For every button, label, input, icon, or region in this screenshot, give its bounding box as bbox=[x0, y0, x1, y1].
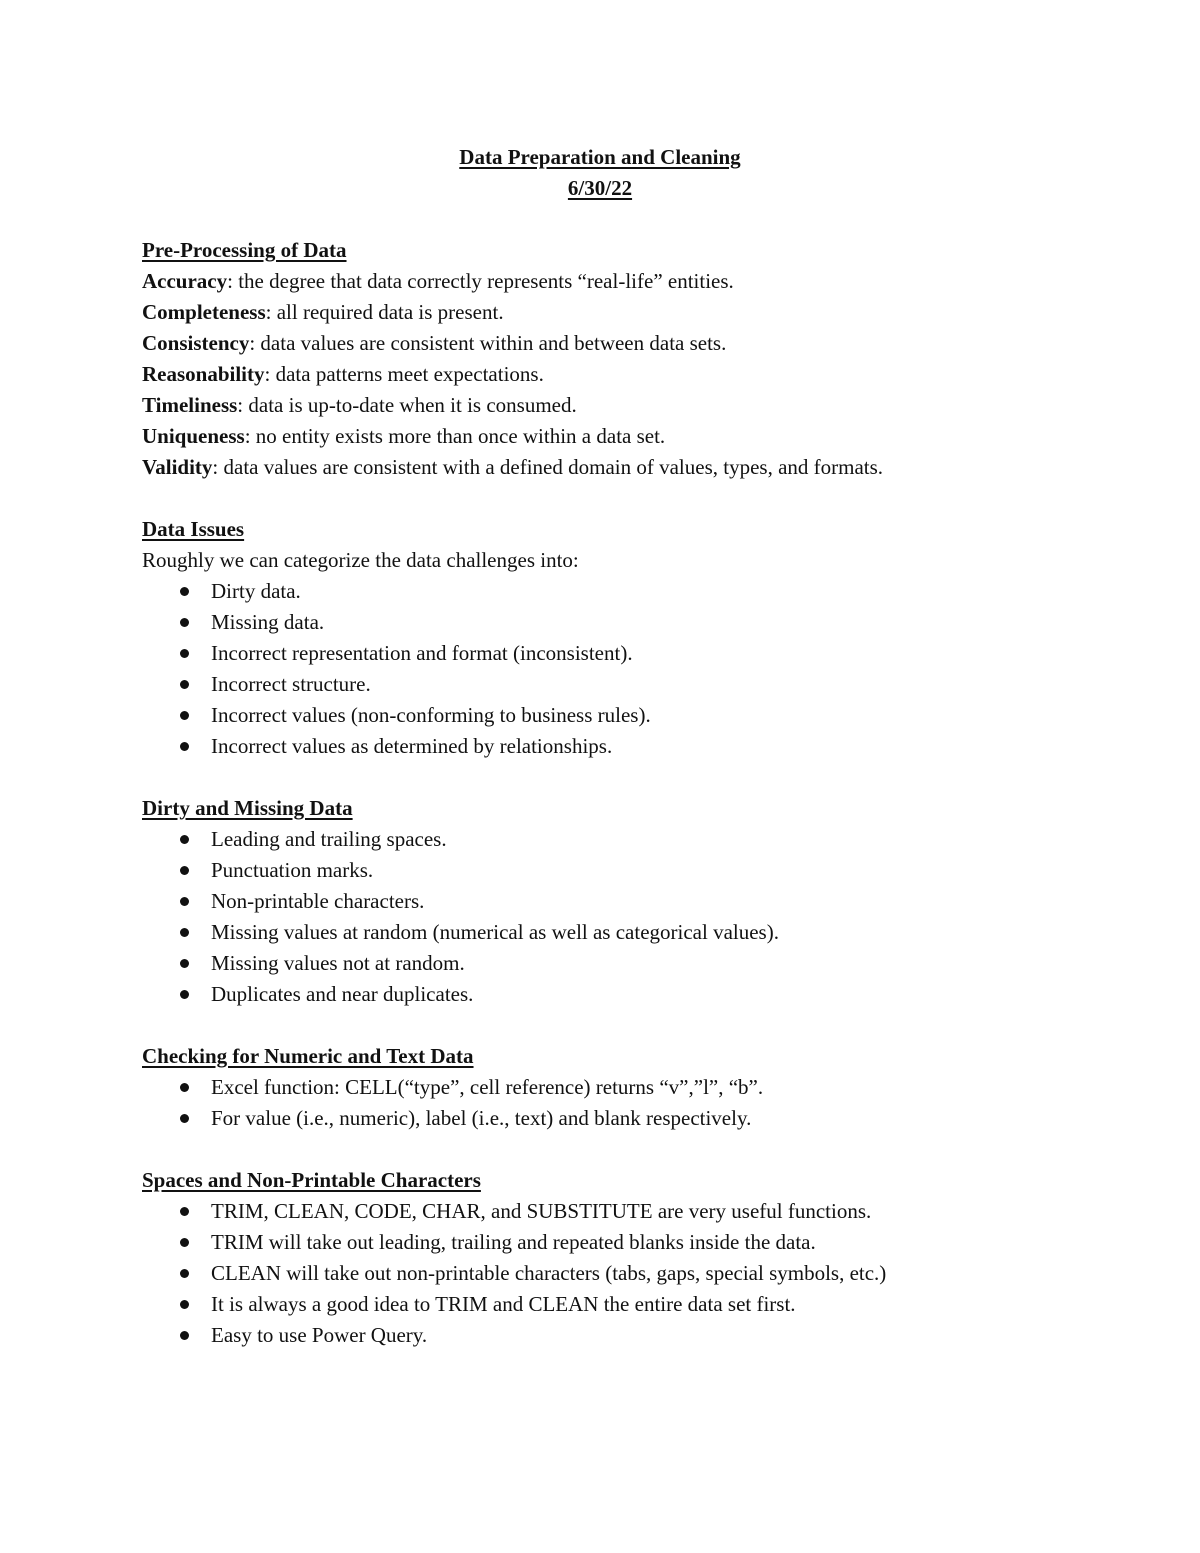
list-item-text: Punctuation marks. bbox=[211, 858, 374, 882]
list-item-text: CLEAN will take out non-printable characters (tabs, gaps, special symbols, etc.) bbox=[211, 1261, 887, 1285]
bullet-icon bbox=[180, 897, 189, 906]
document-title: Data Preparation and Cleaning bbox=[459, 145, 741, 169]
list-item bbox=[142, 948, 1142, 979]
bullet-icon bbox=[180, 680, 189, 689]
definition-term: Consistency bbox=[142, 331, 250, 355]
section-heading-preprocessing: Pre-Processing of Data bbox=[142, 238, 347, 262]
list-item bbox=[142, 669, 1142, 700]
list-item bbox=[142, 886, 1142, 917]
definition-term: Uniqueness bbox=[142, 424, 245, 448]
list-item bbox=[142, 1320, 1142, 1351]
definition-text: : no entity exists more than once within a data set. bbox=[244, 424, 666, 448]
title-block bbox=[0, 142, 1200, 204]
bullet-list-data-issues bbox=[142, 576, 1142, 762]
bullet-icon bbox=[180, 866, 189, 875]
list-item-text: Dirty data. bbox=[211, 579, 301, 603]
list-item-text: Incorrect values as determined by relationships. bbox=[211, 734, 613, 758]
bullet-list-checking bbox=[142, 1072, 1142, 1134]
list-item-text: For value (i.e., numeric), label (i.e., text) and blank respectively. bbox=[211, 1106, 752, 1130]
bullet-icon bbox=[180, 618, 189, 627]
list-item-text: It is always a good idea to TRIM and CLEAN the entire data set first. bbox=[211, 1292, 796, 1316]
bullet-icon bbox=[180, 1269, 189, 1278]
definition-text: : the degree that data correctly represents “real-life” entities. bbox=[227, 269, 734, 293]
section-heading-spaces: Spaces and Non-Printable Characters bbox=[142, 1168, 481, 1192]
list-item-text: Missing values at random (numerical as well as categorical values). bbox=[211, 920, 779, 944]
document-date: 6/30/22 bbox=[567, 176, 633, 200]
list-item-text: Excel function: CELL(“type”, cell reference) returns “v”,”l”, “b”. bbox=[211, 1075, 764, 1099]
section-heading-dirty-missing: Dirty and Missing Data bbox=[142, 796, 353, 820]
bullet-list-dirty-missing bbox=[142, 824, 1142, 1010]
definition-term: Accuracy bbox=[142, 269, 228, 293]
list-item bbox=[142, 824, 1142, 855]
section-heading-checking: Checking for Numeric and Text Data bbox=[142, 1044, 474, 1068]
definition-accuracy bbox=[142, 266, 1142, 297]
section-spacer bbox=[142, 1010, 1142, 1041]
definition-completeness bbox=[142, 297, 1142, 328]
list-item-text: Leading and trailing spaces. bbox=[211, 827, 447, 851]
list-item bbox=[142, 855, 1142, 886]
list-item-text: TRIM will take out leading, trailing and repeated blanks inside the data. bbox=[211, 1230, 816, 1254]
bullet-icon bbox=[180, 711, 189, 720]
definition-reasonability bbox=[142, 359, 1142, 390]
section-spacer bbox=[142, 1134, 1142, 1165]
section-intro: Roughly we can categorize the data challenges into: bbox=[142, 548, 579, 572]
bullet-list-spaces bbox=[142, 1196, 1142, 1351]
list-item bbox=[142, 1289, 1142, 1320]
bullet-icon bbox=[180, 1114, 189, 1123]
list-item-text: Incorrect values (non-conforming to business rules). bbox=[211, 703, 651, 727]
bullet-icon bbox=[180, 928, 189, 937]
list-item bbox=[142, 1227, 1142, 1258]
list-item bbox=[142, 1258, 1142, 1289]
list-item bbox=[142, 638, 1142, 669]
list-item-text: Easy to use Power Query. bbox=[211, 1323, 428, 1347]
list-item bbox=[142, 1072, 1142, 1103]
definition-consistency bbox=[142, 328, 1142, 359]
definition-timeliness bbox=[142, 390, 1142, 421]
definition-text: : data values are consistent within and between data sets. bbox=[249, 331, 727, 355]
definition-text: : data values are consistent with a defined domain of values, types, and formats. bbox=[212, 455, 884, 479]
section-spacer bbox=[142, 762, 1142, 793]
definition-term: Completeness bbox=[142, 300, 266, 324]
list-item-text: Incorrect structure. bbox=[211, 672, 371, 696]
definition-text: : data is up-to-date when it is consumed. bbox=[237, 393, 577, 417]
definition-text: : data patterns meet expectations. bbox=[264, 362, 544, 386]
list-item-text: Incorrect representation and format (inconsistent). bbox=[211, 641, 633, 665]
list-item-text: Non-printable characters. bbox=[211, 889, 425, 913]
bullet-icon bbox=[180, 990, 189, 999]
definition-validity bbox=[142, 452, 1142, 483]
bullet-icon bbox=[180, 1331, 189, 1340]
list-item bbox=[142, 576, 1142, 607]
definition-list bbox=[142, 266, 1142, 483]
section-heading-data-issues: Data Issues bbox=[142, 517, 245, 541]
list-item-text: Duplicates and near duplicates. bbox=[211, 982, 474, 1006]
bullet-icon bbox=[180, 835, 189, 844]
bullet-icon bbox=[180, 1207, 189, 1216]
definition-text: : all required data is present. bbox=[265, 300, 504, 324]
bullet-icon bbox=[180, 959, 189, 968]
list-item bbox=[142, 700, 1142, 731]
list-item-text: TRIM, CLEAN, CODE, CHAR, and SUBSTITUTE are very useful functions. bbox=[211, 1199, 872, 1223]
list-item bbox=[142, 917, 1142, 948]
list-item bbox=[142, 1103, 1142, 1134]
list-item bbox=[142, 979, 1142, 1010]
bullet-icon bbox=[180, 587, 189, 596]
list-item bbox=[142, 731, 1142, 762]
bullet-icon bbox=[180, 742, 189, 751]
list-item-text: Missing data. bbox=[211, 610, 325, 634]
definition-term: Reasonability bbox=[142, 362, 265, 386]
bullet-icon bbox=[180, 649, 189, 658]
definition-uniqueness bbox=[142, 421, 1142, 452]
document-body bbox=[142, 235, 1142, 1351]
definition-term: Timeliness bbox=[142, 393, 238, 417]
definition-term: Validity bbox=[142, 455, 213, 479]
list-item bbox=[142, 607, 1142, 638]
bullet-icon bbox=[180, 1083, 189, 1092]
bullet-icon bbox=[180, 1238, 189, 1247]
section-spacer bbox=[142, 483, 1142, 514]
list-item bbox=[142, 1196, 1142, 1227]
bullet-icon bbox=[180, 1300, 189, 1309]
list-item-text: Missing values not at random. bbox=[211, 951, 465, 975]
